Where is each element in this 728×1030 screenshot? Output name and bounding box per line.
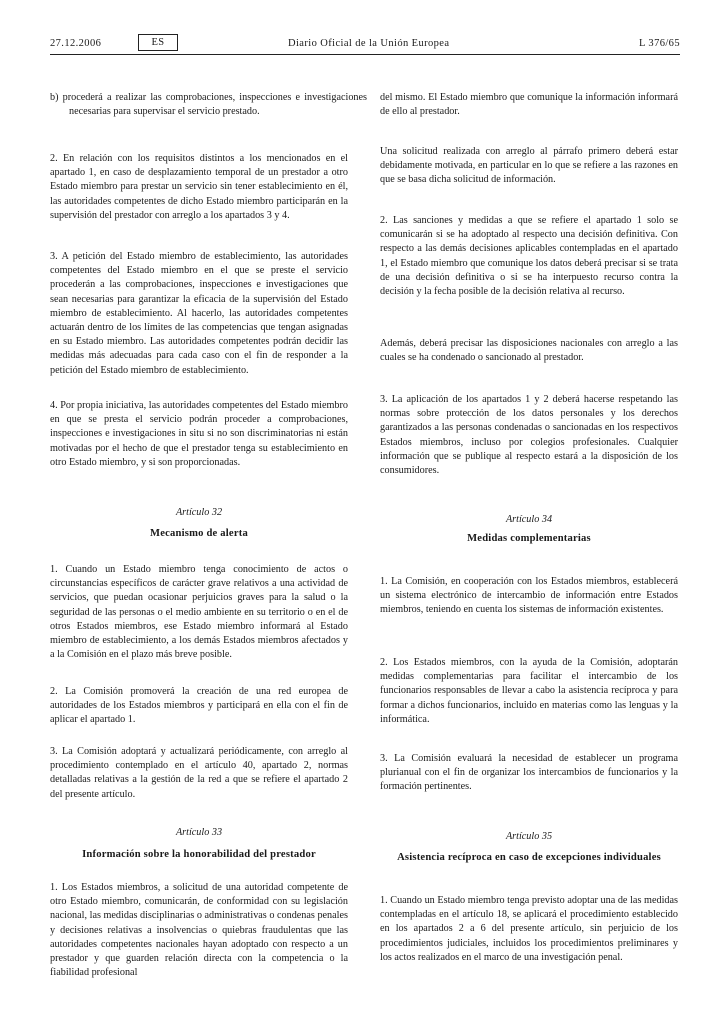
paragraph-b: b) procederá a realizar las comprobaciones, inspecciones e investigaciones necesarias para supervisar el servicio prestado.	[50, 92, 367, 118]
article-32-paragraph-1: 1. Cuando un Estado miembro tenga conocimiento de actos o circunstancias específicos de carácter grave relativos a una actividad de servicios, que puedan ocasionar perjuicios graves para la salud o la seguridad de las personas o el medio ambiente en su territorio o en el de otros Estados miembros, ese Estado miembro informará al Estado miembro de establecimiento, a los demás Estados miembros afectados y a la Comisión en el plazo más breve posible.	[50, 564, 348, 661]
publication-date: 27.12.2006	[50, 38, 102, 49]
article-33-label: Artículo 33	[175, 827, 223, 838]
language-badge: ES	[138, 34, 178, 51]
article-32-paragraph-2: 2. La Comisión promoverá la creación de una red europea de autoridades de los Estados miembros y participará en ella con el fin de aplicar el apartado 1.	[50, 686, 348, 726]
article-33-paragraph-1: 1. Los Estados miembros, a solicitud de una autoridad competente de otro Estado miembro, comunicarán, de conformidad con su legislación nacional, las medidas disciplinarias o administrativas o condenas penales y decisiones relativas a insolvencias o quiebras fraudulentas que las autoridades competentes nacionales hayan adoptado con respecto a un prestador y que guarden relación directa con la competencia o la fiabilidad profesional	[50, 882, 348, 979]
article-34-label: Artículo 34	[505, 514, 553, 525]
article-34-paragraph-1: 1. La Comisión, en cooperación con los Estados miembros, establecerá un sistema electrónico de intercambio de información entre Estados miembros, teniendo en cuenta los sistemas de información existentes.	[380, 576, 678, 616]
article-35-label: Artículo 35	[505, 831, 553, 842]
article-32-title: Mecanismo de alerta	[150, 528, 248, 539]
header-rule	[50, 54, 680, 55]
continuation-paragraph: del mismo. El Estado miembro que comunique la información informará de ello al prestador.	[380, 92, 678, 118]
paragraph-2: 2. En relación con los requisitos distintos a los mencionados en el apartado 1, en caso de desplazamiento temporal de un prestador a otro Estado miembro para prestar un servicio sin tener establecimiento en él, las autoridades competentes de dicho Estado miembro participarán en la supervisión del prestador con arreglo a los apartados 3 y 4.	[50, 153, 348, 221]
article-32-paragraph-3: 3. La Comisión adoptará y actualizará periódicamente, con arreglo al procedimiento contemplado en el artículo 40, apartado 2, normas detalladas relativas a la gestión de la red a que se refiere el apartado 2 del presente artículo.	[50, 746, 348, 800]
article-33-title: Información sobre la honorabilidad del prestador	[82, 849, 316, 860]
national-provisions-paragraph: Además, deberá precisar las disposiciones nacionales con arreglo a las cuales se ha condenado o sancionado al prestador.	[380, 338, 678, 364]
journal-title: Diario Oficial de la Unión Europea	[288, 38, 450, 49]
paragraph-3-data-protection: 3. La aplicación de los apartados 1 y 2 deberá hacerse respetando las normas sobre protección de los datos personales y los derechos garantizados a las personas condenadas o sancionadas en los respectivos Estados miembros, incluso por colegios profesionales. Cualquier información que se publique al respecto estará a la disposición de los consumidores.	[380, 394, 678, 477]
request-paragraph: Una solicitud realizada con arreglo al párrafo primero deberá estar debidamente motivada, en particular en lo que se refiere a las razones en que se basa dicha solicitud de información.	[380, 146, 678, 186]
paragraph-3: 3. A petición del Estado miembro de establecimiento, las autoridades competentes del Estado miembro en el que se preste el servicio procederán a las comprobaciones, inspecciones e investigaciones que sean necesarias para garantizar la eficacia de la supervisión del Estado miembro de establecimiento. Al hacerlo, las autoridades competentes actuarán dentro de los límites de las competencias que tengan asignadas en su Estado miembro. Las autoridades competentes podrán decidir las medidas más adecuadas para cada caso con el fin de responder a la petición del Estado miembro de establecimiento.	[50, 251, 348, 376]
article-34-paragraph-2: 2. Los Estados miembros, con la ayuda de la Comisión, adoptarán medidas complementarias para facilitar el intercambio de los funcionarios responsables de llevar a cabo la asistencia recíproca y para formar a dichos funcionarios, incluido en materias como las lenguas y la informática.	[380, 657, 678, 725]
page-reference: L 376/65	[638, 38, 680, 49]
page-header	[50, 34, 680, 54]
article-32-label: Artículo 32	[175, 507, 223, 518]
paragraph-2-sanctions: 2. Las sanciones y medidas a que se refiere el apartado 1 solo se comunicarán si se ha adoptado al respecto una decisión definitiva. Con respecto a las demás decisiones aplicables contempladas en el apartado 1, el Estado miembro que comunique los datos deberá precisar si se trata de una decisión definitiva o si se ha interpuesto recurso contra la decisión y la fecha posible de la decisión relativa al recurso.	[380, 215, 678, 298]
article-34-title: Medidas complementarias	[467, 533, 591, 544]
article-35-paragraph-1: 1. Cuando un Estado miembro tenga previsto adoptar una de las medidas contempladas en el artículo 18, se aplicará el procedimiento establecido en los apartados 2 a 6 del presente artículo, sin perjuicio de los procedimientos judiciales, incluidos los procedimientos preliminares y los actos realizados en el marco de una investigación penal.	[380, 895, 678, 963]
article-34-paragraph-3: 3. La Comisión evaluará la necesidad de establecer un programa plurianual con el fin de organizar los intercambios de funcionarios y la formación pertinentes.	[380, 753, 678, 793]
paragraph-4: 4. Por propia iniciativa, las autoridades competentes del Estado miembro en que se presta el servicio podrán proceder a comprobaciones, inspecciones e investigaciones in situ si no son discriminatorias ni están motivadas por el hecho de que el prestador tenga su establecimiento en otro Estado miembro, y si son proporcionadas.	[50, 400, 348, 468]
article-35-title: Asistencia recíproca en caso de excepciones individuales	[397, 852, 661, 863]
